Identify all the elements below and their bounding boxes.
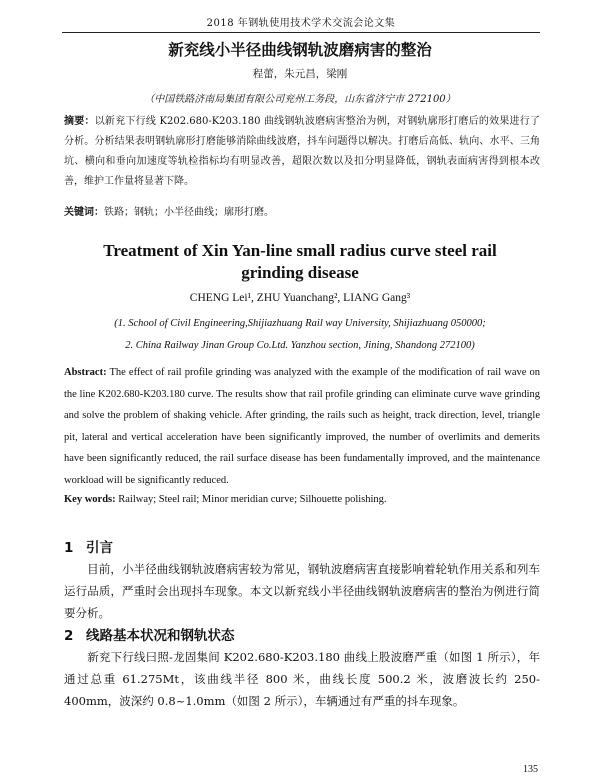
section-1-paragraph	[64, 558, 540, 624]
section-2-heading	[64, 624, 235, 644]
page-number: 135	[523, 764, 538, 775]
paper-title-en: Treatment of Xin Yan-line small radius curve steel rail grinding disease	[103, 241, 497, 282]
section-2-title: 线路基本状况和钢轨状态	[86, 628, 235, 644]
abstract-label-en: Abstract:	[64, 367, 107, 378]
section-2-text: 新兖下行线曰照-龙固集间 K202.680-K203.180 曲线上股波磨严重（如图 1 所示），年通过总重 61.275Mt，该曲线半径 800 米，曲线长度 500.2 米，波磨波长约 250-400mm，波深约 0.8~1.0mm（如图 2 所示），车辆通过有严重的抖车现象。	[64, 650, 540, 708]
affiliation-en-2: 2. China Railway Jinan Group Co.Ltd. Yanzhou section, Jining, Shandong 272100)	[125, 340, 475, 351]
authors-cn: 程蕾，朱元昌，梁刚	[252, 68, 348, 80]
running-header: 2018 年钢轨使用技术学术交流会论文集	[62, 14, 540, 33]
abstract-label-cn: 摘要：	[64, 116, 95, 127]
keywords-label-en: Key words:	[64, 494, 116, 505]
affiliation-cn: （中国铁路济南局集团有限公司兖州工务段，山东省济宁市 272100）	[144, 94, 456, 105]
section-1-title: 引言	[86, 540, 113, 556]
keywords-en	[64, 494, 540, 505]
abstract-cn	[64, 112, 540, 192]
section-2-number: 2	[64, 628, 74, 644]
section-1-number: 1	[64, 540, 74, 556]
authors-en: CHENG Lei¹, ZHU Yuanchang², LIANG Gang³	[189, 292, 411, 304]
section-1-text: 目前，小半径曲线钢轨波磨病害较为常见，钢轨波磨病害直接影响着轮轨作用关系和列车运行品质，严重时会出现抖车现象。本文以新兖线小半径曲线钢轨波磨病害的整治为例进行简要分析。	[64, 562, 540, 620]
abstract-text-cn: 以新兖下行线 K202.680-K203.180 曲线钢轨波磨病害整治为例，对钢轨廓形打磨后的效果进行了分析。分析结果表明钢轨廓形打磨能够消除曲线波磨，抖车问题得以解决。打磨后高低、轨向、水平、三角坑、横向和垂向加速度等轨检指标均有明显改善，超限次数以及扣分明显降低，钢轨表面病害得到根本改善，维护工作量将显著下降。	[64, 116, 540, 187]
section-2-paragraph	[64, 646, 540, 712]
paper-title-cn: 新兖线小半径曲线钢轨波磨病害的整治	[168, 41, 432, 59]
keywords-label-cn: 关键词：	[64, 207, 104, 218]
section-1-heading	[64, 536, 113, 556]
keywords-text-cn: 铁路；钢轨；小半径曲线；廓形打磨。	[104, 207, 274, 218]
abstract-text-en: The effect of rail profile grinding was analyzed with the example of the modification of rail wave on the line K202.680-K203.180 curve. The results show that rail profile grinding can eliminate curve wave grinding and solve the problem of shaking vehicle. After grinding, the rails such as height, track direction, level, triangle pit, lateral and vertical acceleration have been significantly improved, the number of overlimits and demerits have been significantly reduced, the rail surface disease has been fundamentally improved, and the maintenance workload will be significantly reduced.	[64, 367, 540, 486]
keywords-cn	[64, 203, 540, 218]
abstract-en	[64, 362, 540, 491]
affiliation-en-1: (1. School of Civil Engineering,Shijiazhuang Rail way University, Shijiazhuang 050000;	[114, 318, 486, 329]
keywords-text-en: Railway; Steel rail; Minor meridian curve; Silhouette polishing.	[118, 494, 387, 505]
